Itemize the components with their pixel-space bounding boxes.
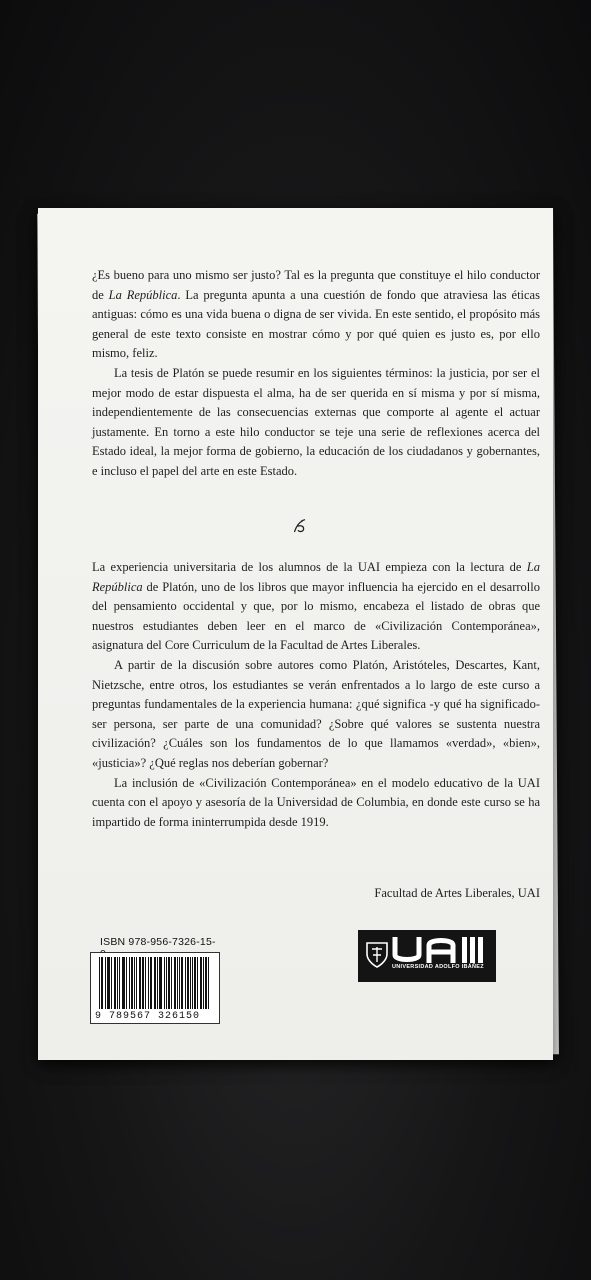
paragraph-question: ¿Es bueno para uno mismo ser justo? Tal es la pregunta que constituye el hilo conductor de La República. La pregunta apunta a una cuestión de fondo que atraviesa las éticas antiguas: cómo es una vida buena o digna de ser vivida. En este sentido, el propósito más general de este texto consiste en mostrar cómo y por qué quien es justo es, por ello mismo, feliz.: [92, 268, 540, 361]
barcode-bar: [174, 957, 175, 1009]
paragraph-columbia: La inclusión de «Civilización Contemporánea» en el modelo educativo de la UAI cuenta con el apoyo y asesoría de la Universidad de Columbia, en donde este curso se ha impartido de forma ininterrumpida desde 1919.: [92, 775, 540, 829]
barcode-bar: [171, 957, 172, 1009]
barcode-bar: [168, 957, 169, 1009]
barcode-bar: [102, 957, 103, 1009]
barcode-bar: [175, 957, 176, 1009]
description-top: [92, 266, 540, 482]
barcode-bar: [131, 957, 132, 1009]
barcode-frame: [90, 952, 220, 1024]
barcode-bar: [124, 957, 125, 1009]
paragraph-thesis: La tesis de Platón se puede resumir en los siguientes términos: la justicia, por ser el mejor modo de estar dispuesta el alma, ha de ser querida en sí misma y por sí misma, independientemente de las consecuencias externas que comporte al agente el actuar justamente. En torno a este hilo conductor se teje una serie de reflexiones acerca del Estado ideal, la mejor forma de gobierno, la educación de los ciudadanos y gobernantes, e incluso el papel del arte en este Estado.: [92, 365, 540, 478]
isbn-barcode-block: [90, 936, 220, 1022]
barcode-bar: [179, 957, 180, 1009]
barcode-bar: [151, 957, 152, 1009]
barcode-bar: [129, 957, 130, 1009]
barcode-bar: [126, 957, 127, 1009]
barcode-bar: [200, 957, 201, 1009]
barcode-bar: [122, 957, 123, 1009]
barcode-bar: [157, 957, 158, 1009]
barcode-bar: [136, 957, 137, 1009]
barcode-bar: [132, 957, 133, 1009]
book-back-cover: [38, 208, 553, 1060]
barcode-bar: [166, 957, 167, 1009]
barcode-bar: [187, 957, 188, 1009]
paragraph-authors: A partir de la discusión sobre autores como Platón, Aristóteles, Descartes, Kant, Nietzsche, entre otros, los estudiantes se verán enfrentados a lo largo de este curso a preguntas fundamentales de la experiencia humana: ¿qué significa -y qué ha significado- ser persona, ser parte de una comunidad? ¿Sobre qué valores se sustenta nuestra civilización? ¿Cuáles son los fundamentos de lo que llamamos «verdad», «bien», «justicia»? ¿Qué reglas nos deberían gobernar?: [92, 657, 540, 770]
book-title-italic: La República: [108, 287, 178, 302]
barcode-bar: [148, 957, 149, 1009]
uai-logo: [358, 930, 496, 982]
paragraph-experience: La experiencia universitaria de los alumnos de la UAI empieza con la lectura de La República de Platón, uno de los libros que mayor influencia ha ejercido en el desarrollo del pensamiento occidental y que, por lo mismo, encabeza el listado de obras que nuestros estudiantes deben leer en el marco de «Civilización Contemporánea», asignatura del Core Curriculum de la Facultad de Artes Liberales.: [92, 560, 540, 653]
barcode-bar: [143, 957, 144, 1009]
barcode-bar: [177, 957, 178, 1009]
barcode-bar: [197, 957, 198, 1009]
barcode-bar: [192, 957, 193, 1009]
barcode-bar: [134, 957, 135, 1009]
logo-subtitle: UNIVERSIDAD ADOLFO IBÁÑEZ: [392, 964, 484, 970]
barcode-bar: [119, 957, 120, 1009]
barcode-bar: [111, 957, 112, 1009]
barcode-bar: [109, 957, 110, 1009]
book-title-italic: La República: [92, 560, 540, 594]
barcode-bar: [194, 957, 195, 1009]
barcode-bar: [205, 957, 206, 1009]
barcode-bar: [101, 957, 102, 1009]
barcode-bar: [182, 957, 183, 1009]
barcode-bar: [159, 957, 160, 1009]
fleuron-ornament-icon: [291, 518, 309, 536]
barcode-bar: [208, 957, 209, 1009]
description-bottom: [92, 558, 540, 832]
barcode-bar: [115, 957, 116, 1009]
barcode-bar: [155, 957, 156, 1009]
barcode-digits: 9 789567 326150: [95, 1011, 217, 1022]
barcode-bar: [169, 957, 170, 1009]
barcode-bar: [99, 957, 100, 1009]
university-shield-icon: [364, 940, 390, 970]
barcode-bar: [190, 957, 191, 1009]
isbn-label: ISBN 978-956-7326-15-: [100, 936, 216, 948]
barcode-bar: [123, 957, 124, 1009]
barcode-bar: [107, 957, 108, 1009]
barcode-bar: [195, 957, 196, 1009]
barcode-bar: [105, 957, 106, 1009]
barcode-bar: [142, 957, 143, 1009]
barcode-bar: [150, 957, 151, 1009]
barcode-bar: [203, 957, 204, 1009]
barcode-bar: [117, 957, 118, 1009]
barcode-bar: [164, 957, 165, 1009]
barcode-bar: [154, 957, 155, 1009]
barcode-bar: [160, 957, 161, 1009]
barcode-bar: [145, 957, 146, 1009]
barcode-bar: [139, 957, 140, 1009]
barcode-bar: [108, 957, 109, 1009]
signature-line: Facultad de Artes Liberales, UAI: [374, 886, 540, 900]
barcode-bar: [201, 957, 202, 1009]
barcode-bar: [181, 957, 182, 1009]
barcode-bar: [206, 957, 207, 1009]
uai-letters-icon: [392, 935, 492, 965]
barcode-bar: [188, 957, 189, 1009]
barcode-bar: [114, 957, 115, 1009]
barcode-bar: [161, 957, 162, 1009]
barcode-bar: [140, 957, 141, 1009]
barcode-bar: [185, 957, 186, 1009]
